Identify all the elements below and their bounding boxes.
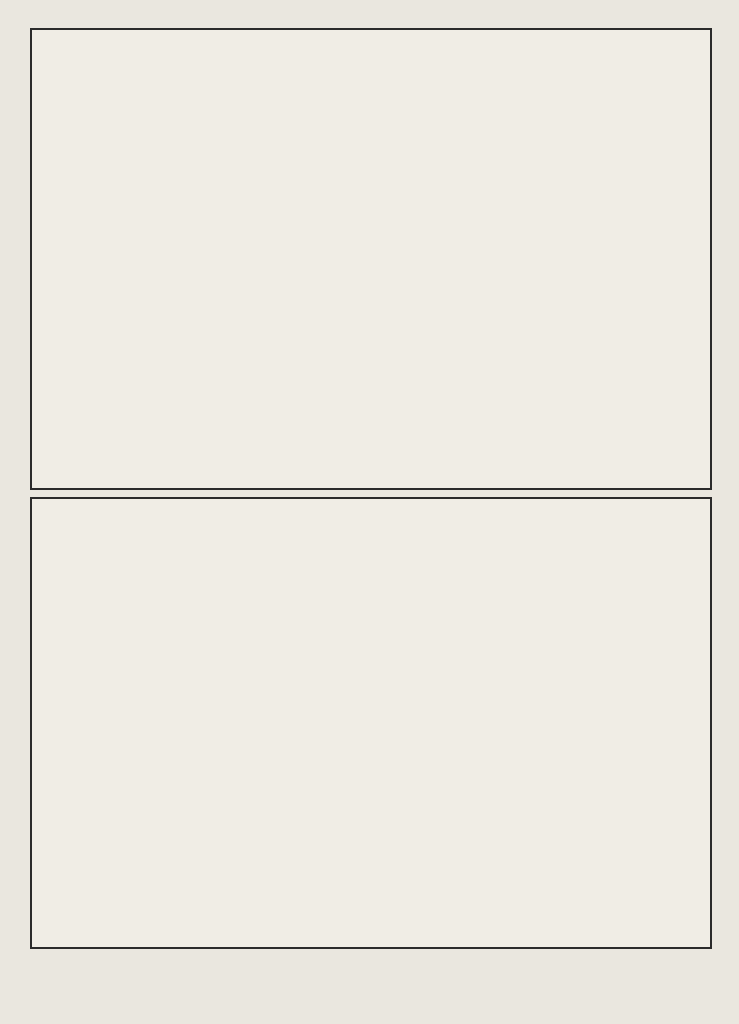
page-frame bbox=[30, 28, 712, 949]
roster-table-bottom bbox=[30, 497, 712, 949]
roster-table-top bbox=[30, 28, 712, 490]
